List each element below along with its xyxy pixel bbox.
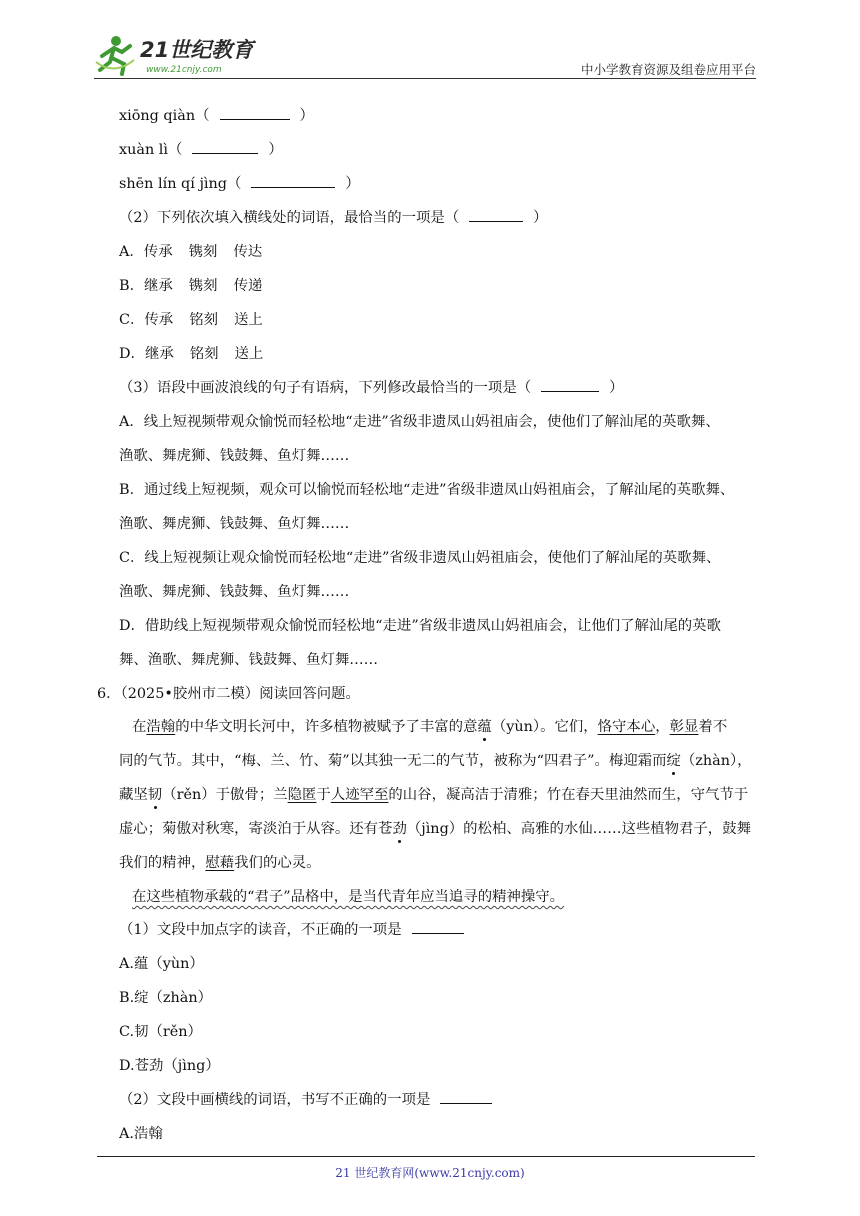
option-a-line-1: A．线上短视频带观众愉悦而轻松地“走进”省级非遗凤山妈祖庙会，使他们了解汕尾的英歌舞、 xyxy=(119,414,720,430)
passage-line-2: 同的气节。其中，“梅、兰、竹、菊”以其独一无二的气节，被称为“四君子”。梅迎霜而绽（zhàn）， xyxy=(119,753,752,769)
question-6-1: （1）文段中加点字的读音，不正确的一项是 xyxy=(119,921,464,939)
header-divider xyxy=(94,78,756,79)
option-c: C．传承 铭刻 送上 xyxy=(119,312,263,328)
option-c-line-2: 渔歌、舞虎狮、钱鼓舞、鱼灯舞…… xyxy=(119,584,350,600)
answer-blank[interactable] xyxy=(251,175,335,188)
question-6-title: 6．（2025•胶州市二模）阅读回答问题。 xyxy=(97,686,360,702)
passage-line-5: 我们的精神，慰藉我们的心灵。 xyxy=(119,855,321,871)
q6-1-option-c: C.韧（rěn） xyxy=(119,1024,202,1040)
question-5-2: （2）下列依次填入横线处的词语，最恰当的一项是（ ） xyxy=(119,210,548,226)
question-6-2: （2）文段中画横线的词语，书写不正确的一项是 xyxy=(119,1091,492,1109)
runner-logo-icon xyxy=(96,36,134,74)
option-d-line-2: 舞、渔歌、舞虎狮、钱鼓舞、鱼灯舞…… xyxy=(119,652,379,668)
question-5-3: （3）语段中画波浪线的句子有语病，下列修改最恰当的一项是（ ） xyxy=(119,380,624,396)
option-a-line-2: 渔歌、舞虎狮、钱鼓舞、鱼灯舞…… xyxy=(119,448,350,464)
option-d-line-1: D．借助线上短视频带观众愉悦而轻松地“走进”省级非遗凤山妈祖庙会，让他们了解汕尾的英歌 xyxy=(119,618,721,634)
footer-divider xyxy=(97,1156,755,1157)
option-b: B．继承 镌刻 传递 xyxy=(119,278,263,294)
answer-blank[interactable] xyxy=(469,209,523,222)
pinyin-line-3: shēn lín qí jìng（ ） xyxy=(119,176,360,192)
q6-1-option-a: A.蕴（yùn） xyxy=(119,956,204,972)
logo-url: www.21cnjy.com xyxy=(146,65,222,75)
q6-2-option-a: A.浩翰 xyxy=(119,1126,163,1142)
q6-1-option-b: B.绽（zhàn） xyxy=(119,990,213,1006)
option-d: D．继承 铭刻 送上 xyxy=(119,346,264,362)
answer-blank[interactable] xyxy=(412,921,464,934)
option-c-line-1: C．线上短视频让观众愉悦而轻松地“走进”省级非遗凤山妈祖庙会，使他们了解汕尾的英歌舞、 xyxy=(119,550,721,566)
passage-paragraph-2: 在这些植物承载的“君子”品格中，是当代青年应当追寻的精神操守。 xyxy=(132,889,565,905)
option-a: A．传承 镌刻 传达 xyxy=(119,244,263,260)
pinyin-line-1: xiōng qiàn（ ） xyxy=(119,108,314,124)
pinyin-line-2: xuàn lì（ ） xyxy=(119,142,283,158)
answer-blank[interactable] xyxy=(541,379,599,392)
answer-blank[interactable] xyxy=(220,107,290,120)
passage-line-3: 藏坚韧（rěn）于傲骨；兰隐匿于人迹罕至的山谷，凝高洁于清雅；竹在春天里油然而生，守气节于 xyxy=(119,787,749,803)
logo xyxy=(94,32,264,76)
option-b-line-2: 渔歌、舞虎狮、钱鼓舞、鱼灯舞…… xyxy=(119,516,350,532)
passage-line-4: 虚心；菊傲对秋寒，寄淡泊于从容。还有苍劲（jìng）的松柏、高雅的水仙……这些植物君子，鼓舞 xyxy=(119,821,751,837)
answer-blank[interactable] xyxy=(192,141,258,154)
answer-blank[interactable] xyxy=(440,1091,492,1104)
q6-1-option-d: D.苍劲（jìng） xyxy=(119,1058,220,1074)
page-header xyxy=(94,30,756,78)
option-b-line-1: B．通过线上短视频，观众可以愉悦而轻松地“走进”省级非遗凤山妈祖庙会，了解汕尾的英歌舞、 xyxy=(119,482,735,498)
header-platform-name: 中小学教育资源及组卷应用平台 xyxy=(580,62,756,77)
footer-link[interactable]: 21 世纪教育网(www.21cnjy.com) xyxy=(335,1166,525,1180)
logo-text: 21世纪教育 xyxy=(140,38,254,62)
passage-line-1: 在浩翰的中华文明长河中，许多植物被赋予了丰富的意蕴（yùn）。它们，恪守本心，彰显着不 xyxy=(132,719,728,735)
